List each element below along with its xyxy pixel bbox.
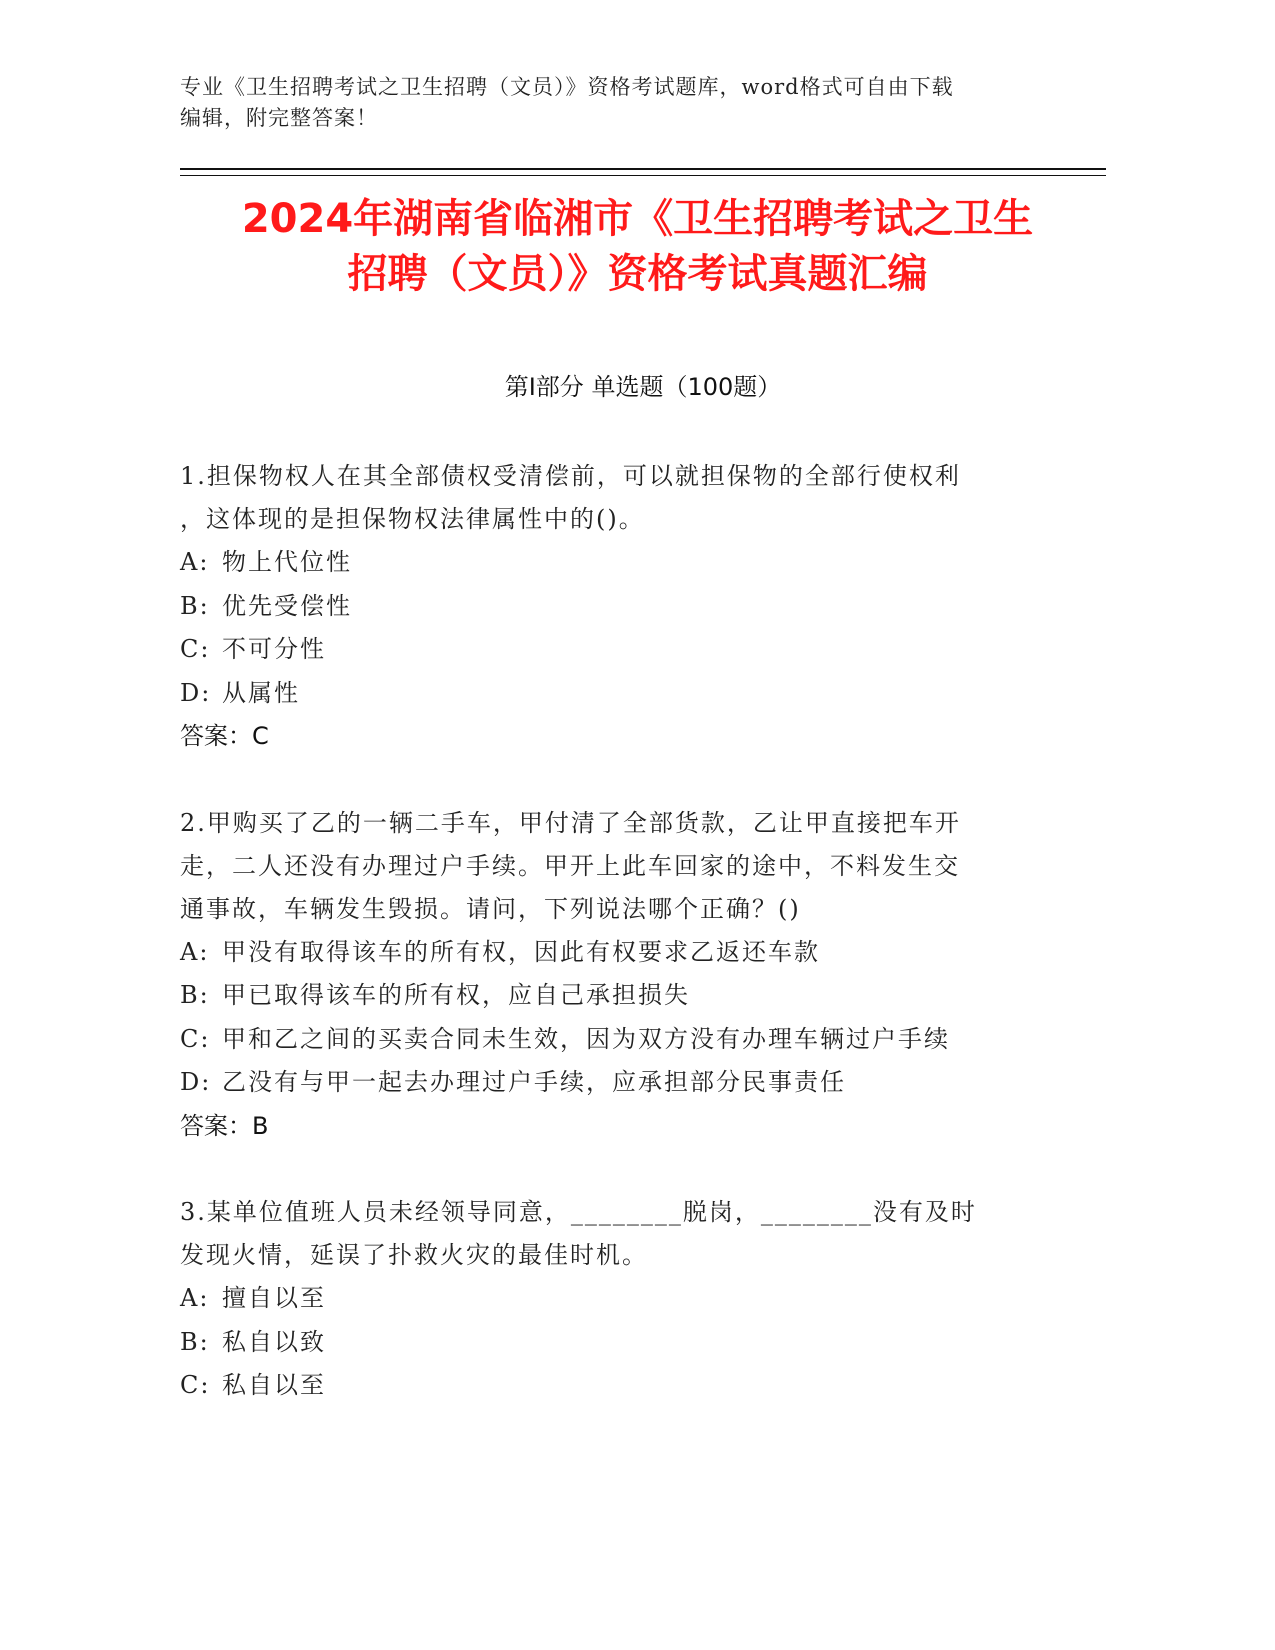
option-text: 甲没有取得该车的所有权，因此有权要求乙返还车款: [222, 937, 820, 966]
question-stem-line: 通事故，车辆发生毁损。请问，下列说法哪个正确？(): [180, 894, 801, 923]
question-stem-line: 发现火情，延误了扑救火灾的最佳时机。: [180, 1241, 648, 1269]
header-divider-thin: [180, 175, 1106, 176]
question-2: [180, 802, 1040, 1149]
header-note-line-1: 专业《卫生招聘考试之卫生招聘（文员）》资格考试题库，word格式可自由下载: [180, 75, 954, 99]
option-key: D:: [180, 678, 212, 707]
option-text: 优先受偿性: [222, 591, 352, 620]
question-3: [180, 1191, 1040, 1408]
option-key: B:: [180, 1327, 210, 1356]
option-d: [180, 672, 1040, 716]
option-c: [180, 1018, 1040, 1062]
option-text: 甲和乙之间的买卖合同未生效，因为双方没有办理车辆过户手续: [222, 1024, 950, 1053]
option-key: A:: [180, 548, 210, 576]
option-text: 擅自以至: [222, 1284, 326, 1312]
section-heading: 第Ⅰ部分 单选题（100题）: [504, 373, 782, 401]
question-stem-line: ，这体现的是担保物权法律属性中的()。: [180, 505, 645, 533]
document-title-line-1: 2024年湖南省临湘市《卫生招聘考试之卫生: [241, 196, 1034, 242]
option-c: [180, 1364, 1040, 1408]
option-b: [180, 1321, 1040, 1365]
document-title: [150, 192, 1125, 302]
answer-label: 答案：B: [180, 1111, 269, 1140]
option-key: A:: [180, 1284, 210, 1312]
option-b: [180, 585, 1040, 629]
question-stem-line: 2.甲购买了乙的一辆二手车，甲付清了全部货款，乙让甲直接把车开: [180, 808, 961, 837]
question-list: [180, 455, 1040, 1451]
question-stem-line: 走，二人还没有办理过户手续。甲开上此车回家的途中，不料发生交: [180, 851, 960, 880]
question-stem-line: 3.某单位值班人员未经领导同意，________脱岗，________没有及时: [180, 1198, 977, 1226]
option-key: B:: [180, 591, 210, 620]
answer-label: 答案：C: [180, 722, 269, 750]
option-a: [180, 931, 1040, 975]
option-text: 私自以至: [222, 1371, 326, 1399]
option-a: [180, 1277, 1040, 1321]
option-text: 私自以致: [222, 1327, 326, 1356]
header-note-line-2: 编辑，附完整答案！: [180, 106, 378, 130]
option-key: C:: [180, 1371, 211, 1399]
question-stem-line: 1.担保物权人在其全部债权受清偿前，可以就担保物的全部行使权利: [180, 462, 961, 490]
option-key: D:: [180, 1068, 212, 1096]
option-a: [180, 541, 1040, 585]
option-text: 物上代位性: [222, 548, 352, 576]
option-key: B:: [180, 981, 210, 1009]
option-text: 乙没有与甲一起去办理过户手续，应承担部分民事责任: [222, 1068, 846, 1096]
document-header-note: [180, 72, 1040, 134]
option-text: 甲已取得该车的所有权，应自己承担损失: [222, 981, 690, 1009]
option-b: [180, 974, 1040, 1018]
option-key: A:: [180, 937, 210, 966]
header-divider-thick: [180, 168, 1106, 170]
option-c: [180, 628, 1040, 672]
option-text: 从属性: [222, 678, 300, 707]
option-text: 不可分性: [222, 635, 326, 663]
option-d: [180, 1061, 1040, 1105]
document-title-line-2: 招聘（文员）》资格考试真题汇编: [347, 251, 928, 297]
option-key: C:: [180, 1024, 211, 1053]
option-key: C:: [180, 635, 211, 663]
question-1: [180, 455, 1040, 759]
